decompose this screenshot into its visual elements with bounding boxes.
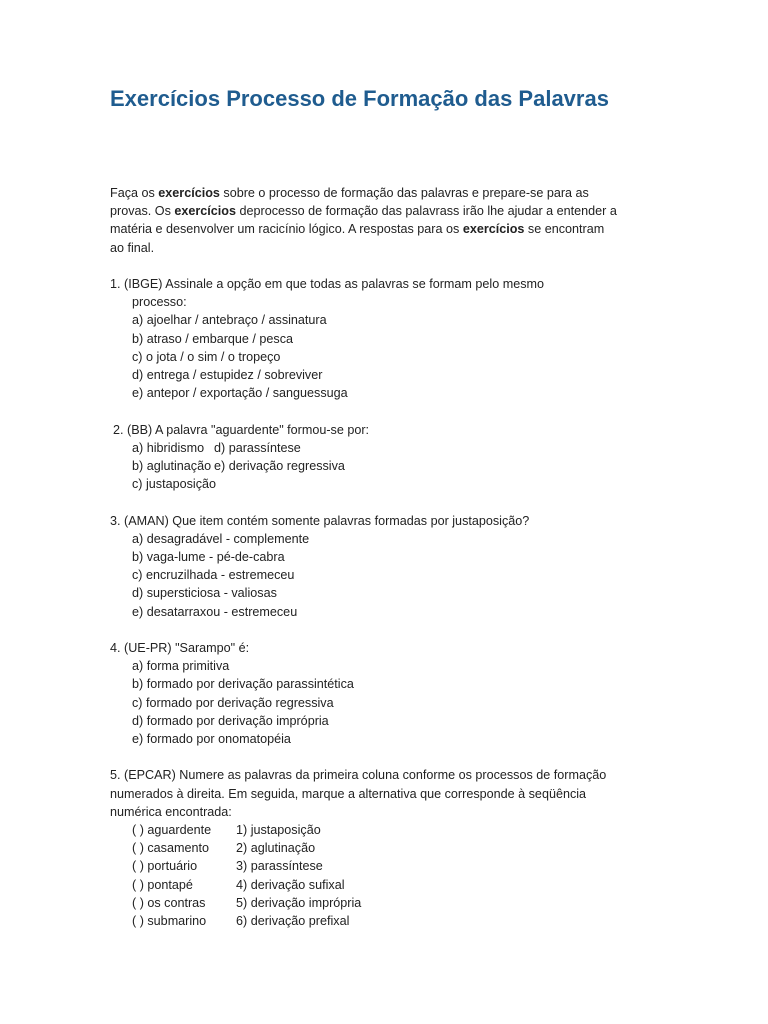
intro-text: matéria e desenvolver um racicínio lógico. A respostas para os <box>110 222 463 237</box>
intro-text: Faça os <box>110 186 159 200</box>
question-3-option: a) desagradável - complemente <box>132 531 310 546</box>
question-5-stem: numerados à direita. Em seguida, marque a alternativa que corresponde à seqüência <box>110 786 587 801</box>
question-4-stem: 4. (UE-PR) "Sarampo" é: <box>110 641 250 656</box>
intro-text: provas. Os <box>110 204 175 219</box>
intro-line-1 <box>110 184 670 202</box>
question-1-stem-cont: processo: <box>132 295 187 310</box>
question-2-option-row <box>110 457 670 475</box>
question-4-option: b) formado por derivação parassintética <box>132 677 354 692</box>
intro-line-3 <box>110 220 670 238</box>
intro-line-2 <box>110 202 670 220</box>
question-5-match-row <box>110 876 670 894</box>
intro-paragraph <box>110 184 670 257</box>
question-2-option: d) parassíntese <box>214 440 301 455</box>
question-2-option-row <box>110 439 670 457</box>
page-title: Exercícios Processo de Formação das Palavras <box>110 86 609 111</box>
intro-bold: exercícios <box>174 204 237 219</box>
document-body <box>110 184 670 948</box>
question-5-match-row <box>110 821 670 839</box>
question-5-process: 1) justaposição <box>236 823 321 838</box>
question-3 <box>110 512 670 621</box>
intro-text: deprocesso de formação das palavrass irão lhe ajudar a entender a <box>236 204 617 219</box>
question-5-word: ( ) os contras <box>132 895 206 910</box>
question-5-word: ( ) casamento <box>132 841 209 856</box>
question-5-stem: 5. (EPCAR) Numere as palavras da primeira coluna conforme os processos de formação <box>110 768 607 783</box>
question-5 <box>110 766 670 930</box>
question-4 <box>110 639 670 748</box>
question-4-option: e) formado por onomatopéia <box>132 732 291 747</box>
question-2-option: c) justaposição <box>132 477 216 492</box>
question-3-option: b) vaga-lume - pé-de-cabra <box>132 550 285 565</box>
question-2-option: a) hibridismo <box>132 440 205 455</box>
question-5-match-row <box>110 894 670 912</box>
question-3-option: d) supersticiosa - valiosas <box>132 586 277 601</box>
question-1-stem: 1. (IBGE) Assinale a opção em que todas as palavras se formam pelo mesmo <box>110 277 544 291</box>
question-5-process: 5) derivação imprópria <box>236 895 362 910</box>
question-3-option: e) desatarraxou - estremeceu <box>132 604 298 619</box>
question-5-stem: numérica encontrada: <box>110 804 232 819</box>
question-5-process: 6) derivação prefixal <box>236 914 350 929</box>
question-1-option: b) atraso / embarque / pesca <box>132 331 294 346</box>
question-1-option: e) antepor / exportação / sanguessuga <box>132 386 348 401</box>
question-5-match-row <box>110 857 670 875</box>
question-2-stem: 2. (BB) A palavra "aguardente" formou-se por: <box>113 422 370 437</box>
question-2 <box>110 421 670 494</box>
question-1-option: a) ajoelhar / antebraço / assinatura <box>132 313 327 328</box>
intro-text: sobre o processo de formação das palavras e prepare-se para as <box>219 186 589 200</box>
question-4-option: d) formado por derivação imprópria <box>132 713 329 728</box>
question-5-process: 3) parassíntese <box>236 859 323 874</box>
question-5-process: 4) derivação sufixal <box>236 877 345 892</box>
question-5-word: ( ) portuário <box>132 859 198 874</box>
question-2-option: e) derivação regressiva <box>214 459 345 474</box>
question-5-process: 2) aglutinação <box>236 841 316 856</box>
intro-bold: exercícios <box>158 186 220 200</box>
question-5-match-row <box>110 912 670 930</box>
question-1 <box>110 275 670 402</box>
question-1-option: c) o jota / o sim / o tropeço <box>132 349 281 364</box>
question-5-word: ( ) aguardente <box>132 823 212 838</box>
question-5-word: ( ) pontapé <box>132 877 193 892</box>
intro-line-4: ao final. <box>110 240 155 255</box>
question-3-stem: 3. (AMAN) Que item contém somente palavras formadas por justaposição? <box>110 513 530 528</box>
question-5-match-row <box>110 839 670 857</box>
question-2-option: b) aglutinação <box>132 459 212 474</box>
question-4-option: c) formado por derivação regressiva <box>132 695 334 710</box>
question-3-option: c) encruzilhada - estremeceu <box>132 568 295 583</box>
intro-bold: exercícios <box>462 222 525 237</box>
question-1-option: d) entrega / estupidez / sobreviver <box>132 368 323 383</box>
intro-text: se encontram <box>524 222 605 237</box>
question-5-word: ( ) submarino <box>132 914 207 929</box>
question-4-option: a) forma primitiva <box>132 659 230 674</box>
